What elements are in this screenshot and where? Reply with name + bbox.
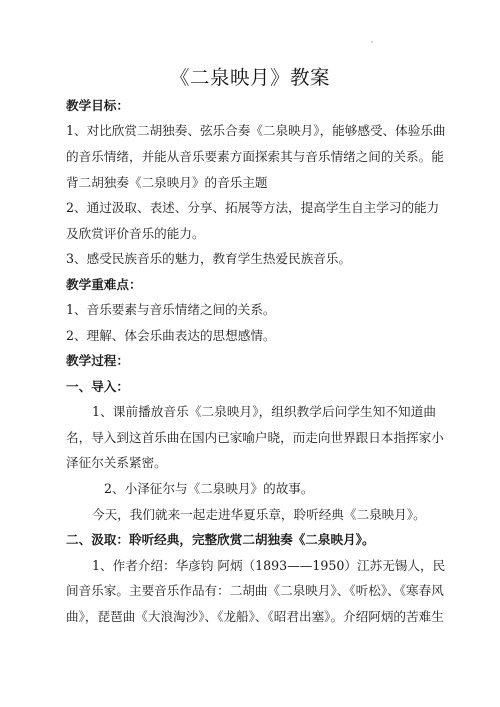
- document-title: 《二泉映月》教案: [169, 66, 330, 89]
- paragraph-line: 及欣赏评价音乐的能力。: [66, 226, 205, 241]
- paragraph-line: 3、感受民族音乐的魅力，教育学生热爱民族音乐。: [66, 251, 352, 266]
- paragraph-line: 1、作者介绍：华彦钧 阿炳（1893——1950）江苏无锡人，民: [92, 558, 446, 573]
- section-heading-introduction: 一、导入：: [66, 379, 129, 394]
- paragraph-line: 2、小泽征尔与《二泉映月》的故事。: [104, 481, 314, 496]
- section-heading-teaching-process: 教学过程：: [66, 353, 129, 368]
- paragraph-line: 2、理解、体会乐曲表达的思想感情。: [66, 328, 276, 343]
- section-heading-key-difficulties: 教学重难点：: [66, 277, 142, 292]
- paragraph-line: 2、通过汲取、表述、分享、拓展等方法，提高学生自主学习的能力: [66, 200, 440, 215]
- paragraph-line: 1、课前播放音乐《二泉映月》，组织教学后问学生知不知道曲: [92, 404, 436, 419]
- paragraph-line: 今天，我们就来一起走进华夏乐章，聆听经典《二泉映月》。: [92, 507, 426, 522]
- paragraph-line: 名，导入到这首乐曲在国内已家喻户晓，而走向世界跟日本指挥家小: [66, 430, 444, 445]
- paragraph-line: 泽征尔关系紧密。: [66, 455, 167, 470]
- paragraph-line: 间音乐家。主要音乐作品有：二胡曲《二泉映月》、《听松》、《寒春风: [66, 583, 444, 598]
- paragraph-line: 1、音乐要素与音乐情绪之间的关系。: [66, 302, 276, 317]
- paragraph-line: 1、对比欣赏二胡独奏、弦乐合奏《二泉映月》，能够感受、体验乐曲: [66, 123, 446, 138]
- scan-speck: [371, 41, 373, 43]
- paragraph-line: 的音乐情绪，并能从音乐要素方面探索其与音乐情绪之间的关系。能: [66, 149, 444, 164]
- section-heading-absorb: 二、汲取：聆听经典，完整欣赏二胡独奏《二泉映月》。: [66, 532, 375, 547]
- paragraph-line: 曲》，琵琶曲《大浪淘沙》、《龙船》、《昭君出塞》。介绍阿炳的苦难生: [66, 609, 444, 624]
- paragraph-line: 背二胡独奏《二泉映月》的音乐主题: [66, 175, 268, 190]
- section-heading-teaching-goals: 教学目标：: [66, 98, 129, 113]
